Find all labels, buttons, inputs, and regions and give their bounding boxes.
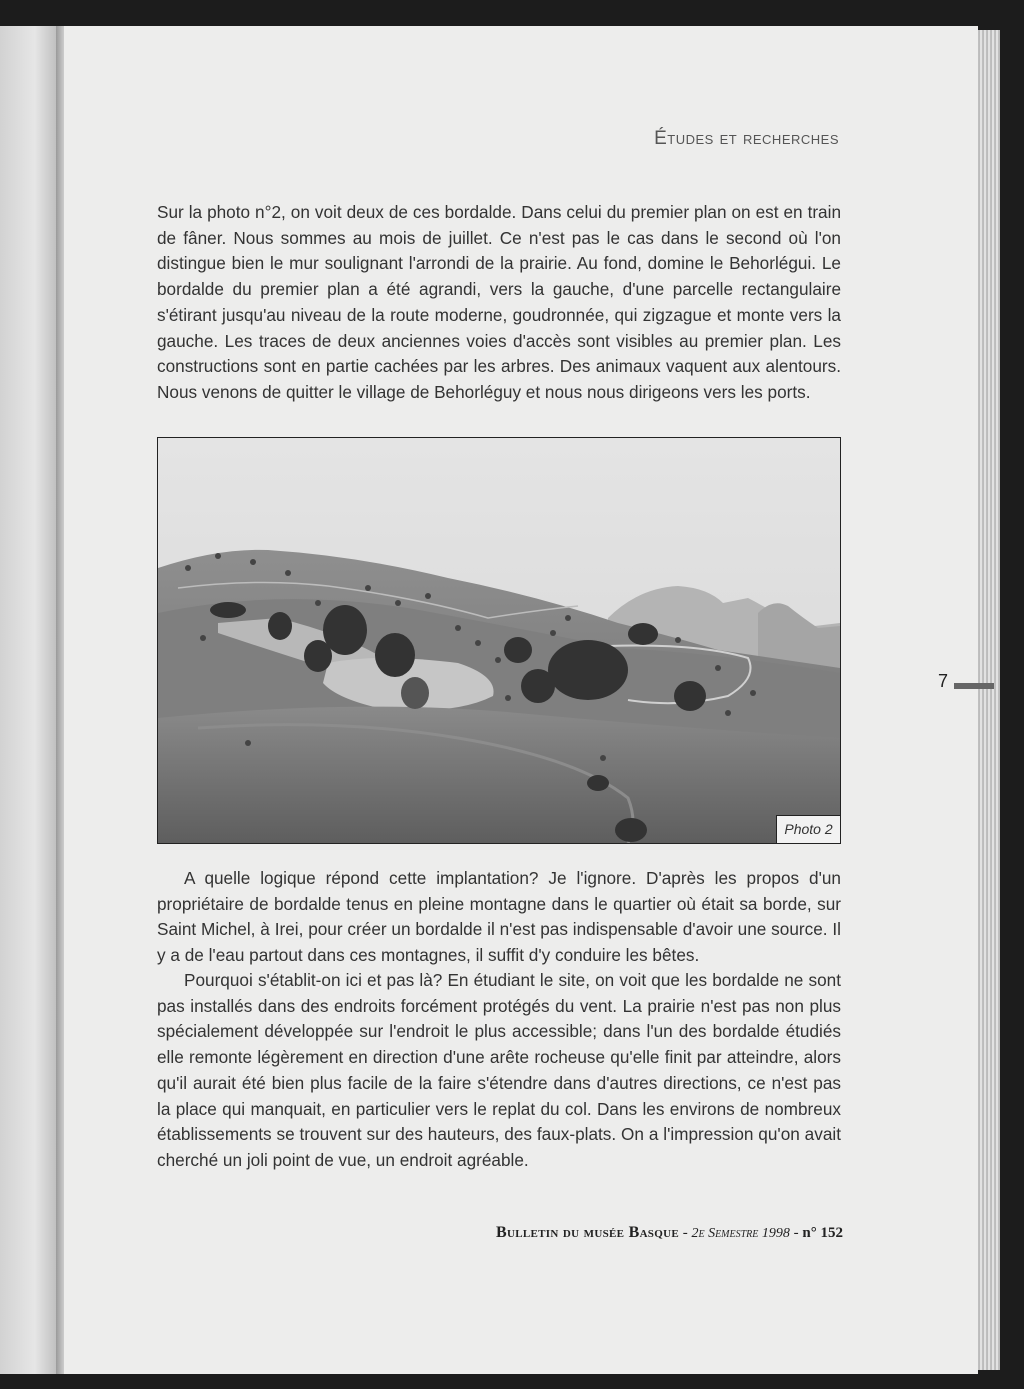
footer xyxy=(496,1224,843,1242)
body-paragraph-3: Pourquoi s'établit-on ici et pas là? En étudiant le site, on voit que les bordalde ne sont pas installés dans des endroits forcément protégés du vent. La prairie n'est pas non plus spécialement développée sur l'endroit le plus accessible; dans l'un des bordalde étudiés elle remonte légèrement en direction d'une arête rocheuse qu'elle finit par atteindre, alors qu'il aurait été bien plus facile de la faire s'étendre dans d'autres directions, ce n'est pas la place qui manquait, en particulier vers le replat du col. Dans les environs de nombreux établissements se trouvent sur des hauteurs, des faux-plats. On a l'impression qu'on avait cherché un joli point de vue, un endroit agréable. xyxy=(157,970,841,1170)
footer-issue-number: n° 152 xyxy=(802,1225,843,1241)
running-head: Études et recherches xyxy=(654,128,839,149)
footer-journal-title: Bulletin du musée Basque xyxy=(496,1224,679,1241)
footer-separator: - xyxy=(789,1225,803,1241)
facing-page-edge xyxy=(0,26,58,1374)
photo-caption: Photo 2 xyxy=(776,815,840,843)
photo-figure xyxy=(157,437,841,844)
mountain-pasture-photo xyxy=(158,438,840,843)
page-number-tab xyxy=(954,683,994,689)
footer-semester: 2e Semestre 1998 xyxy=(691,1226,790,1241)
page-number: 7 xyxy=(938,671,949,691)
footer-separator: - xyxy=(678,1225,692,1241)
page-stack-edge xyxy=(976,30,1000,1370)
body-paragraph-1: Sur la photo n°2, on voit deux de ces bordalde. Dans celui du premier plan on est en train de fâner. Nous sommes au mois de juillet. Ce n'est pas le cas dans le second où l'on distingue bien le mur soulignant l'arrondi de la prairie. Au fond, domine le Behorlégui. Le bordalde du premier plan a été agrandi, vers la gauche, d'une parcelle rectangulaire s'étirant jusqu'au niveau de la route moderne, goudronnée, qui zigzague et monte vers la gauche. Les traces de deux anciennes voies d'accès sont visibles au premier plan. Les constructions sont en partie cachées par les arbres. Des animaux vaquent aux alentours. Nous venons de quitter le village de Behorléguy et nous nous dirigeons vers les ports. xyxy=(157,202,841,402)
body-paragraph-2: A quelle logique répond cette implantation? Je l'ignore. D'après les propos d'un propriétaire de bordalde tenus en pleine montagne dans le quartier où était sa borde, sur Saint Michel, à Irei, pour créer un bordalde il n'est pas indispensable d'avoir une source. Il y a de l'eau partout dans ces montagnes, il suffit d'y conduire les bêtes. xyxy=(157,868,841,966)
